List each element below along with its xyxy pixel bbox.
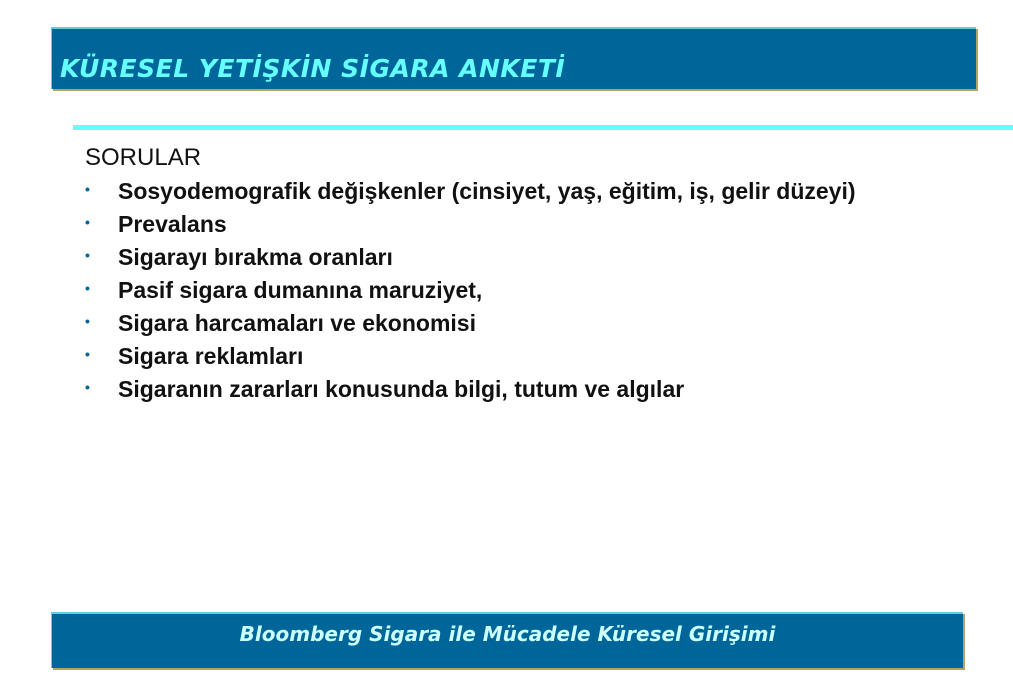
list-item-text: Sigara harcamaları ve ekonomisi: [118, 310, 476, 336]
bullet-list: [85, 180, 915, 400]
slide-title: KÜRESEL YETİŞKİN SİGARA ANKETİ: [60, 54, 566, 83]
list-item-text: Sigara reklamları: [118, 343, 304, 369]
section-heading: SORULAR: [85, 144, 202, 171]
list-item-text: Pasif sigara dumanına maruziyet,: [118, 277, 483, 303]
bullet-icon: •: [85, 214, 90, 230]
bullet-icon: •: [85, 346, 90, 362]
bullet-icon: •: [85, 247, 90, 263]
footer-text: Bloomberg Sigara ile Mücadele Küresel Girişimi: [239, 622, 776, 646]
list-item-text: Sigarayı bırakma oranları: [118, 244, 393, 270]
list-item: [85, 180, 915, 202]
list-item: [85, 246, 915, 268]
list-item: [85, 279, 915, 301]
list-item-text: Prevalans: [118, 211, 227, 237]
bullet-icon: •: [85, 181, 90, 197]
list-item: [85, 213, 915, 235]
bullet-icon: •: [85, 280, 90, 296]
list-item: [85, 345, 915, 367]
list-item: [85, 312, 915, 334]
bullet-icon: •: [85, 379, 90, 395]
slide-content: [85, 144, 915, 411]
title-divider: [73, 125, 1013, 130]
list-item: [85, 378, 915, 400]
list-item-text: Sosyodemografik değişkenler (cinsiyet, yaş, eğitim, iş, gelir düzeyi): [118, 178, 856, 204]
title-banner: [51, 27, 976, 89]
list-item-text: Sigaranın zararları konusunda bilgi, tutum ve algılar: [118, 376, 685, 402]
bullet-icon: •: [85, 313, 90, 329]
footer-banner: [51, 612, 963, 668]
